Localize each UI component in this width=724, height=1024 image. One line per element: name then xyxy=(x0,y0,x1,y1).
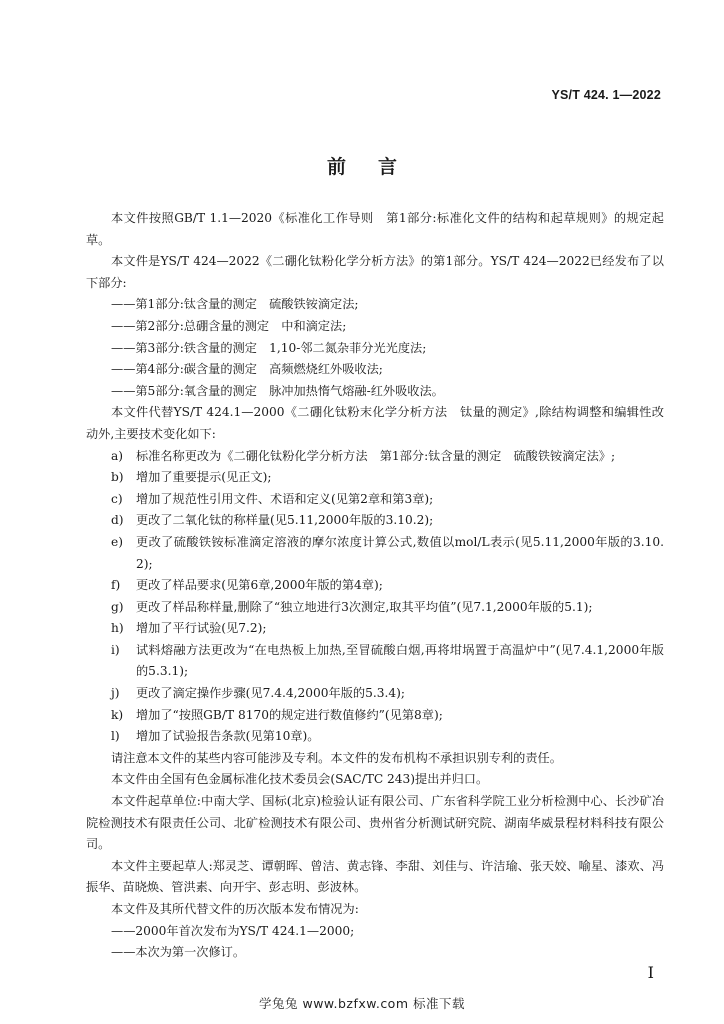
change-text: 更改了滴定操作步骤(见7.4.4,2000年版的5.3.4); xyxy=(136,686,405,701)
paragraph-history-intro: 本文件及其所代替文件的历次版本发布情况为: xyxy=(111,902,359,916)
change-text: 更改了样品称样量,删除了“独立地进行3次测定,取其平均值”(见7.1,2000年版的5.1); xyxy=(136,599,593,614)
change-marker: h) xyxy=(111,621,124,636)
standard-number: YS/T 424. 1—2022 xyxy=(551,88,661,102)
change-item xyxy=(86,597,664,619)
paragraph-drafting-basis: 本文件按照GB/T 1.1—2020《标准化工作导则 第1部分:标准化文件的结构和起草规则》的规定起草。 xyxy=(86,211,664,247)
changes-list xyxy=(86,446,664,748)
paragraph-series-info: 本文件是YS/T 424—2022《二硼化钛粉化学分析方法》的第1部分。YS/T 424—2022已经发布了以下部分: xyxy=(86,254,664,290)
parts-list-item: ——第4部分:碳含量的测定 高频燃烧红外吸收法; xyxy=(111,362,383,377)
paragraph-drafting-units: 本文件起草单位:中南大学、国标(北京)检验认证有限公司、广东省科学院工业分析检测中心、长沙矿冶院检测技术有限责任公司、北矿检测技术有限公司、贵州省分析测试研究院、湖南华威景程材料科技有限公司。 xyxy=(86,794,664,852)
paragraph-drafters: 本文件主要起草人:郑灵芝、谭朝晖、曾洁、黄志锋、李甜、刘佳与、许洁瑜、张天姣、喻星、漆欢、冯振华、苗晓焕、管洪素、向开宇、彭志明、彭波林。 xyxy=(86,858,664,895)
change-item xyxy=(86,575,664,597)
change-marker: c) xyxy=(111,491,123,506)
history-item: ——2000年首次发布为YS/T 424.1—2000; xyxy=(111,923,355,938)
change-item xyxy=(86,467,664,489)
change-item xyxy=(86,705,664,727)
change-marker: k) xyxy=(111,707,124,722)
change-item xyxy=(86,532,664,575)
change-item xyxy=(86,618,664,640)
change-marker: j) xyxy=(111,686,120,701)
parts-list xyxy=(86,294,664,402)
site-watermark: 学兔兔 www.bzfxw.com 标准下载 xyxy=(259,996,465,1011)
change-marker: g) xyxy=(111,599,124,614)
change-text: 标准名称更改为《二硼化钛粉化学分析方法 第1部分:钛含量的测定 硫酸铁铵滴定法》; xyxy=(136,448,616,463)
change-text: 更改了硫酸铁铵标准滴定溶液的摩尔浓度计算公式,数值以mol/L表示(见5.11,2000年版的3.10.2); xyxy=(136,534,664,571)
change-text: 更改了二氧化钛的称样量(见5.11,2000年版的3.10.2); xyxy=(136,513,434,528)
parts-list-item: ——第2部分:总硼含量的测定 中和滴定法; xyxy=(111,318,347,333)
change-text: 增加了重要提示(见正文); xyxy=(136,470,272,485)
history-list xyxy=(86,921,664,964)
foreword-body xyxy=(86,208,664,964)
page-number: I xyxy=(647,963,654,982)
parts-list-item: ——第5部分:氧含量的测定 脉冲加热惰气熔融-红外吸收法。 xyxy=(111,383,444,398)
change-item xyxy=(86,510,664,532)
change-text: 增加了平行试验(见7.2); xyxy=(136,621,267,636)
change-marker: l) xyxy=(111,729,120,744)
change-marker: e) xyxy=(111,534,123,549)
change-marker: b) xyxy=(111,470,124,485)
paragraph-patent-notice: 请注意本文件的某些内容可能涉及专利。本文件的发布机构不承担识别专利的责任。 xyxy=(111,750,562,765)
change-marker: d) xyxy=(111,513,124,528)
change-marker: f) xyxy=(111,578,121,593)
change-text: 增加了“按照GB/T 8170的规定进行数值修约”(见第8章); xyxy=(136,707,443,722)
paragraph-proposer: 本文件由全国有色金属标准化技术委员会(SAC/TC 243)提出并归口。 xyxy=(111,772,489,787)
change-text: 更改了样品要求(见第6章,2000年版的第4章); xyxy=(136,578,383,593)
change-marker: i) xyxy=(111,642,120,657)
paragraph-replacement: 本文件代替YS/T 424.1—2000《二硼化钛粉末化学分析方法 钛量的测定》,除结构调整和编辑性改动外,主要技术变化如下: xyxy=(86,405,664,441)
change-text: 增加了规范性引用文件、术语和定义(见第2章和第3章); xyxy=(136,491,434,506)
change-text: 增加了试验报告条款(见第10章)。 xyxy=(136,729,320,744)
parts-list-item: ——第3部分:铁含量的测定 1,10-邻二氮杂菲分光光度法; xyxy=(111,340,427,355)
page-title: 前言 xyxy=(326,156,429,178)
change-marker: a) xyxy=(111,448,124,463)
change-text: 试料熔融方法更改为“在电热板上加热,至冒硫酸白烟,再将坩埚置于高温炉中”(见7.4.1,2000年版的5.3.1); xyxy=(136,642,664,679)
change-item xyxy=(86,683,664,705)
history-item: ——本次为第一次修订。 xyxy=(111,945,246,960)
change-item xyxy=(86,726,664,748)
parts-list-item: ——第1部分:钛含量的测定 硫酸铁铵滴定法; xyxy=(111,297,359,312)
change-item xyxy=(86,640,664,683)
change-item xyxy=(86,446,664,468)
change-item xyxy=(86,489,664,511)
